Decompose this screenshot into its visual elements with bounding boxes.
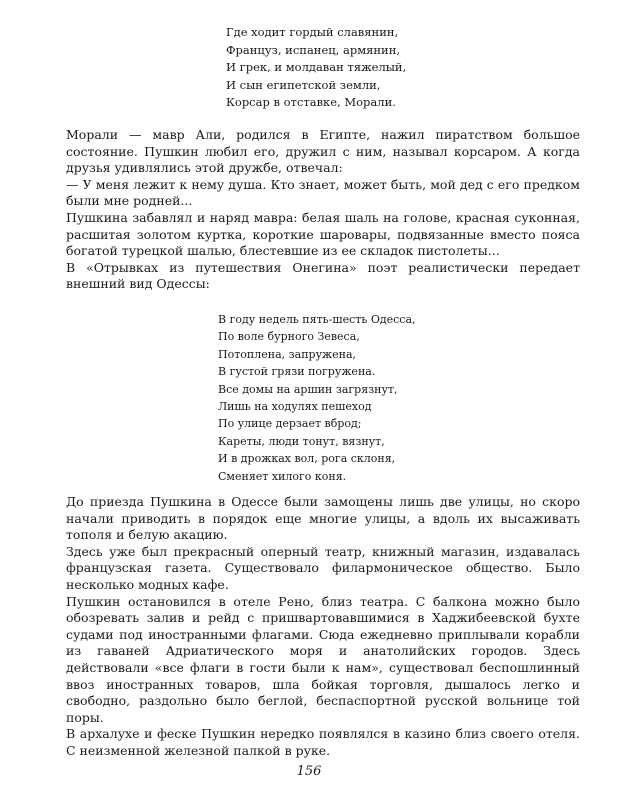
- verse-line: По улице дерзает вброд;: [218, 417, 362, 431]
- verse-odessa: [218, 311, 416, 485]
- paragraph: В архалухе и феске Пушкин нередко появлялся в казино близ своего отеля. С неизменной железной палкой в руке.: [66, 726, 580, 758]
- verse-line: Где ходит гордый славянин,: [226, 25, 399, 39]
- verse-line: В густой грязи погружена.: [218, 365, 376, 379]
- prose-block-second: [66, 494, 580, 760]
- verse-line: По воле бурного Зевеса,: [218, 330, 360, 344]
- verse-line: Кареты, люди тонут, вязнут,: [218, 434, 385, 448]
- verse-line: И сын египетской земли,: [226, 77, 381, 92]
- paragraph: До приезда Пушкина в Одессе были замощены лишь две улицы, но скоро начали приводить в порядок еще многие улицы, а вдоль их высаживать тополя и белую акацию.: [66, 494, 580, 543]
- verse-line: Француз, испанец, армянин,: [226, 42, 401, 57]
- verse-line: Сменяет хилого коня.: [218, 469, 347, 483]
- paragraph: Пушкин остановился в отеле Рено, близ театра. С балкона можно было обозревать залив и рейд с пришвартовавшимися в Хаджибеевской бухте судами под иностранными флагами. Сюда ежедневно приплывали корабли из гаваней Адриатического моря и анатолийских городов. Здесь действовали «все флаги в гости были к нам», существовал беспошлинный ввоз иностранных товаров, шла бойкая торговля, дышалось легко и свободно, раздольно было беглой, беспаспортной русской вольнице той поры.: [66, 593, 580, 725]
- verse-line: Корсар в отставке, Морали.: [226, 95, 396, 109]
- verse-top: [226, 24, 406, 112]
- verse-line: Все домы на аршин загрязнут,: [218, 382, 398, 396]
- verse-line: Потоплена, запружена,: [218, 347, 357, 361]
- verse-line: Лишь на ходулях пешеход: [218, 400, 372, 414]
- paragraph: Морали — мавр Али, родился в Египте, нажил пиратством большое состояние. Пушкин любил его, дружил с ним, называл корсаром. А когда друзья удивлялись этой дружбе, отвечал:: [66, 127, 580, 176]
- verse-line: В году недель пять-шесть Одесса,: [218, 313, 416, 326]
- prose-block-first: [66, 127, 580, 293]
- paragraph: Здесь уже был прекрасный оперный театр, книжный магазин, издавалась французская газета. Существовало филармоническое общество. Было несколько модных кафе.: [66, 543, 580, 592]
- page-number: 156: [296, 764, 322, 779]
- paragraph: Пушкина забавлял и наряд мавра: белая шаль на голове, красная суконная, расшитая золотом куртка, короткие шаровары, подвязанные вместо пояса богатой турецкой шалью, блестевшие из ее складок пистолеты...: [66, 209, 580, 259]
- paragraph: В «Отрывках из путешествия Онегина» поэт реалистически передает внешний вид Одессы:: [66, 259, 580, 292]
- paragraph: — У меня лежит к нему душа. Кто знает, может быть, мой дед с его предком были мне родней...: [66, 176, 580, 209]
- verse-line: И грек, и молдаван тяжелый,: [226, 60, 407, 74]
- verse-line: И в дрожках вол, рога склоня,: [218, 452, 396, 466]
